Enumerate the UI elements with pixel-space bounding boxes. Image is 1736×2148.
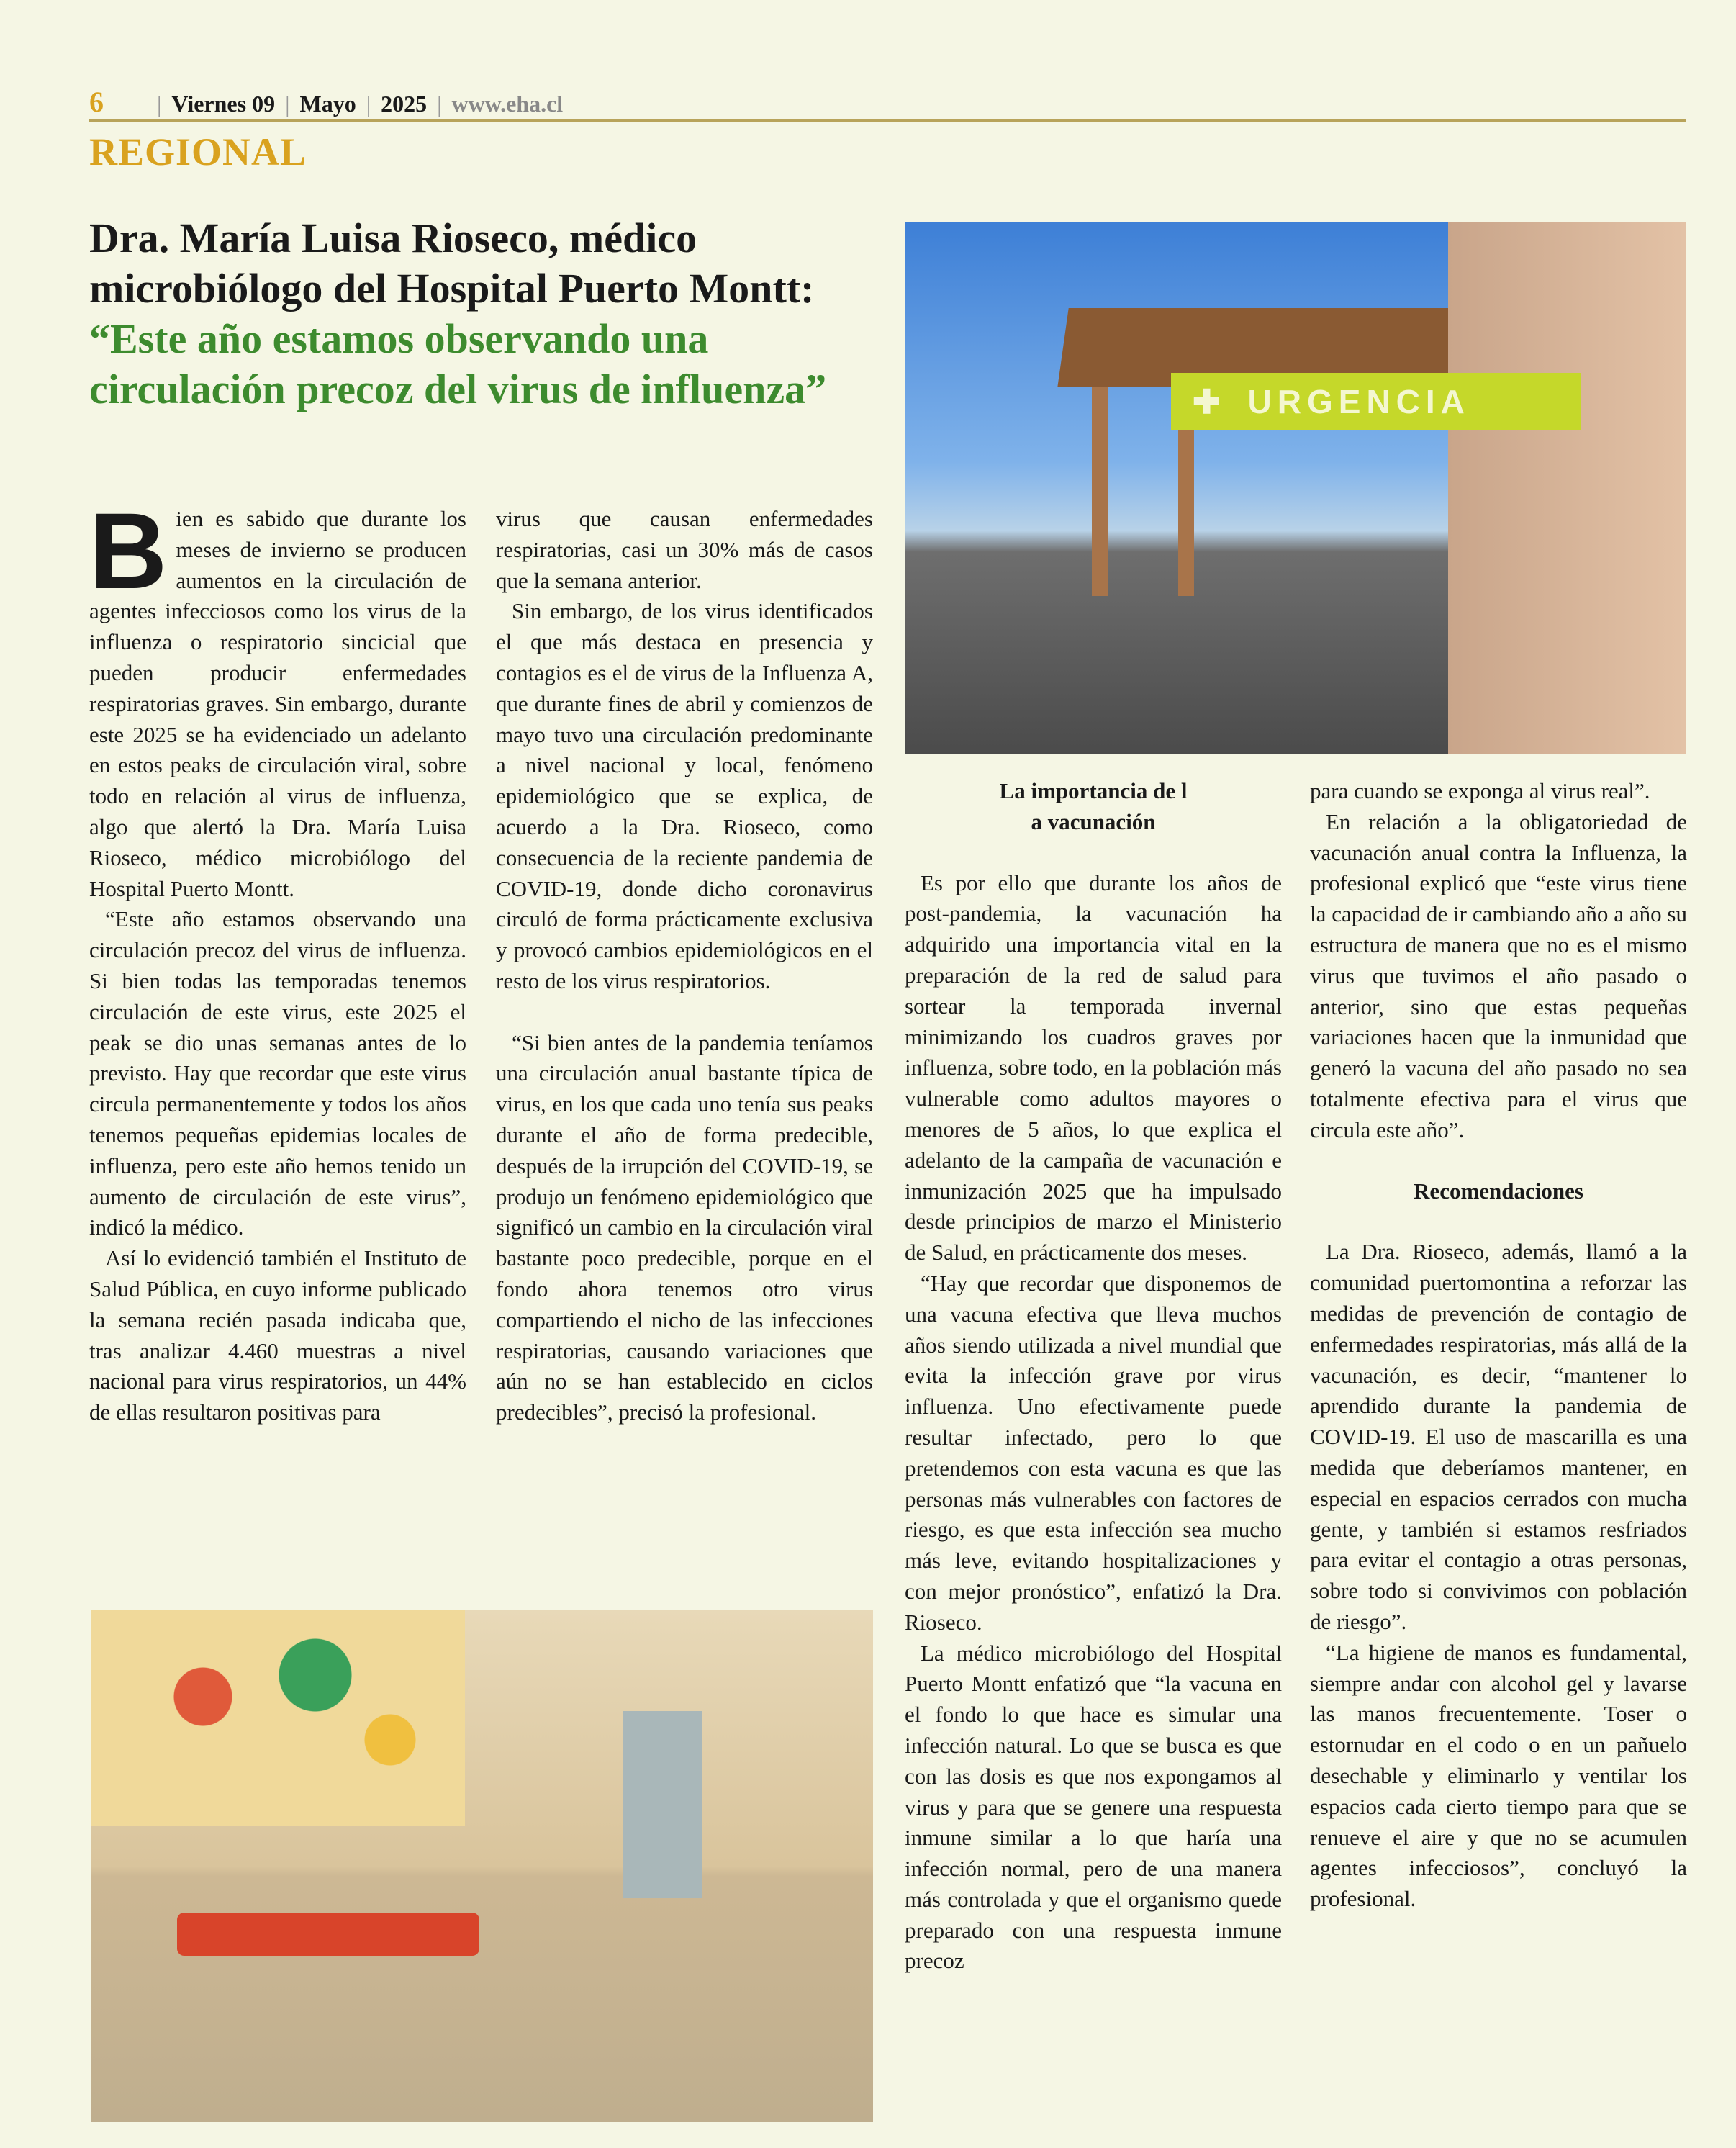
- paragraph: Así lo evidenció también el Instituto de Salud Pública, en cuyo informe publicado la semana recién pasada indicaba que, tras analizar 4.460 muestras a nivel nacional para virus respiratorios, un 44% de ellas resultaron positivas para: [89, 1245, 466, 1425]
- paragraph: para cuando se exponga al virus real”.: [1310, 778, 1650, 803]
- hospital-building: [1448, 222, 1686, 754]
- wall-mural: [91, 1610, 465, 1826]
- page-header: [89, 85, 563, 119]
- paragraph: virus que causan enfermedades respiratorias, casi un 30% más de casos que la semana anterior.: [496, 506, 873, 593]
- section-label: REGIONAL: [89, 130, 307, 173]
- subheading-recomendaciones: Recomendaciones: [1414, 1178, 1583, 1204]
- paragraph: “La higiene de manos es fundamental, siempre andar con alcohol gel y lavarse las manos frecuentemente. Toser o estornudar en el codo o en un pañuelo desechable y eliminarlo y ventilar los espacios cada cierto tiempo para que se renueve el aire y que no se acumulen agentes infecciosos”, concluyó la profesional.: [1310, 1639, 1687, 1912]
- paragraph: Sin embargo, de los virus identificados el que más destaca en presencia y contagios es el de virus de la Influenza A, que durante fines de abril y comienzos de mayo tuvo una circulación predominante a nivel nacional y local, fenómeno epidemiológico que se explica, de acuerdo a la Dra. Rioseco, como consecuencia de la reciente pandemia de COVID-19, donde dicho coronavirus circuló de forma prácticamente exclusiva y provocó cambios epidemiológicos en el resto de los virus respiratorios.: [496, 598, 873, 993]
- subheading-line: a vacunación: [1031, 808, 1156, 834]
- page-number: 6: [89, 86, 104, 118]
- hospital-entrance-photo: [905, 222, 1686, 754]
- paragraph: La médico microbiólogo del Hospital Puerto Montt enfatizó que “la vacuna en el fondo lo que hace es simular una infección natural. Lo que se busca es que con las dosis es que nos expongamos al virus y para que se genere una respuesta inmune similar a lo que haría una infección normal, pero de una manera más controlada y que el organismo quede preparado con una respuesta inmune precoz: [905, 1640, 1282, 1974]
- issue-day: Viernes 09: [171, 91, 276, 117]
- divider: |: [366, 91, 371, 117]
- issue-month: Mayo: [299, 91, 356, 117]
- divider: |: [437, 91, 442, 117]
- title-quote: “Este año estamos observando una circulación precoz del virus de influenza”: [89, 315, 827, 412]
- column-1: [89, 490, 466, 1428]
- article-title: [89, 213, 881, 415]
- cross-icon: ✚: [1193, 383, 1226, 420]
- issue-year: 2025: [381, 91, 428, 117]
- paragraph: En relación a la obligatoriedad de vacunación anual contra la Influenza, la profesional explicó que “este virus tiene la capacidad de ir cambiando año a año su estructura de manera que no es el mismo virus que tuvimos el año pasado o anterior, sino que estas pequeñas variaciones hacen que la inmunidad que generó la vacuna del año pasado no sea totalmente efectiva para el virus que circula este año”.: [1310, 808, 1687, 1142]
- column-3: [905, 776, 1282, 1977]
- paragraph: ien es sabido que durante los meses de invierno se producen aumentos en la circulación de agentes infecciosos como los virus de la influenza o respiratorio sincicial que pueden producir enfermedades respiratorias graves. Sin embargo, durante este 2025 se ha evidenciado un adelanto en estos peaks de circulación viral, sobre todo en relación al virus de influenza, algo que alertó la Dra. María Luisa Rioseco, médico microbiólogo del Hospital Puerto Montt.: [89, 506, 466, 901]
- subheading-vacunacion: [905, 776, 1282, 838]
- sign-text: URGENCIA: [1247, 383, 1470, 420]
- pillar: [1092, 387, 1108, 596]
- waiting-chairs: [177, 1913, 479, 1956]
- subheading-line: La importancia de l: [999, 778, 1188, 803]
- paragraph: Es por ello que durante los años de post-pandemia, la vacunación ha adquirido una importancia vital en la preparación de la red de salud para sortear la temporada invernal minimizando los cuadros graves por influenza, sobre todo, en la población más vulnerable como adultos mayores o menores de 5 años, lo que explica el adelanto de la campaña de vacunación e inmunización 2025 que ha impulsado desde principios de marzo el Ministerio de Salud, en prácticamente dos meses.: [905, 870, 1282, 1265]
- header-rule: [89, 119, 1686, 122]
- pillar: [1178, 430, 1194, 596]
- website-link[interactable]: www.eha.cl: [451, 91, 564, 117]
- column-2: [496, 504, 873, 1428]
- paragraph: “Si bien antes de la pandemia teníamos una circulación anual bastante típica de virus, en los que cada uno tenía sus peaks durante el año de forma predecible, después de la irrupción del COVID-19, se produjo un fenómeno epidemiológico que significó un cambio en la circulación viral bastante poco predecible, porque en el fondo ahora tenemos otro virus compartiendo el nicho de las infecciones respiratorias, causando variaciones que aún no se han establecido en ciclos predecibles”, precisó la profesional.: [496, 1029, 873, 1425]
- waiting-room-photo: [91, 1610, 873, 2122]
- title-lead: Dra. María Luisa Rioseco, médico microbiólogo del Hospital Puerto Montt:: [89, 215, 815, 312]
- paragraph: “Hay que recordar que disponemos de una vacuna efectiva que lleva muchos años siendo utilizada a nivel mundial que evita la infección grave por virus influenza. Uno efectivamente puede resultar infectado, pero lo que pretendemos con esta vacuna es que las personas más vulnerables con factores de riesgo, es que esta infección sea mucho más leve, evitando hospitalizaciones y con mejor pronóstico”, enfatizó la Dra. Rioseco.: [905, 1270, 1282, 1635]
- divider: |: [285, 91, 290, 117]
- urgencia-sign: [1171, 373, 1581, 430]
- drop-cap: B: [89, 490, 168, 611]
- paragraph: “Este año estamos observando una circulación precoz del virus de influenza. Si bien todas las temporadas tenemos circulación de este virus, este 2025 el peak se dio unas semanas antes de lo previsto. Hay que recordar que este virus circula permanentemente y todos los años tenemos pequeñas epidemias locales de influenza, pero este año hemos tenido un aumento de circulación de este virus”, indicó la médico.: [89, 906, 466, 1240]
- column-4: [1310, 776, 1687, 1915]
- divider: |: [157, 91, 162, 117]
- paragraph: La Dra. Rioseco, además, llamó a la comunidad puertomontina a reforzar las medidas de prevención de contagio de enfermedades respiratorias, más allá de la vacunación, es decir, “mantener lo aprendido durante la pandemia de COVID-19. El uso de mascarilla es una medida que deberíamos mantener, en especial en espacios cerrados con mucha gente, y también si estamos resfriados para evitar el contagio a otras personas, sobre todo si convivimos con población de riesgo”.: [1310, 1239, 1687, 1634]
- door: [623, 1711, 702, 1898]
